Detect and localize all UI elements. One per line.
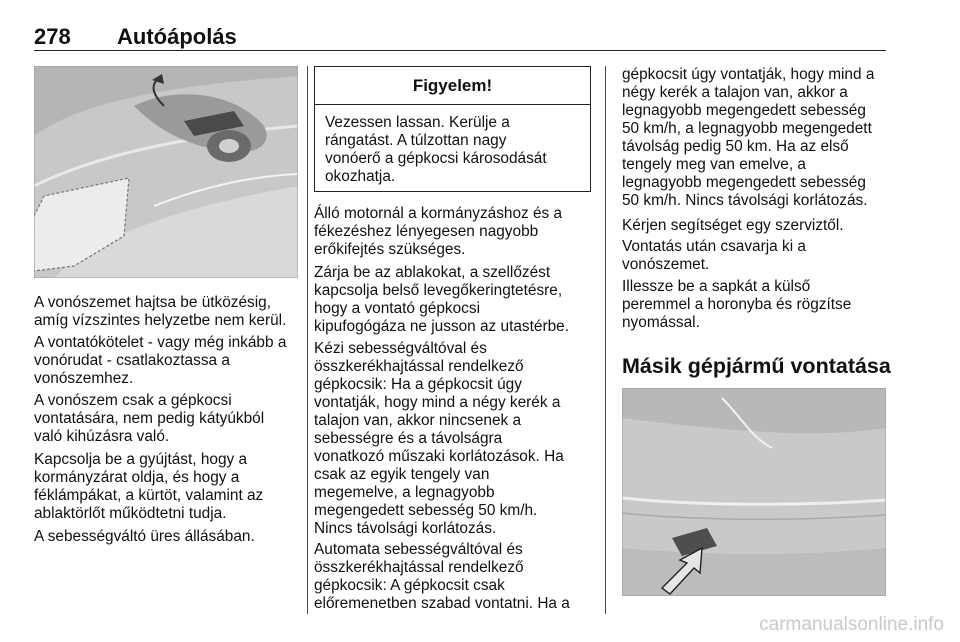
text-line: összkerékhajtással rendelkező — [314, 358, 524, 375]
text-line: gépkocsit úgy vontatják, hogy mind a — [622, 66, 875, 83]
text-line: kipufogógáza ne jusson az utastérbe. — [314, 318, 569, 335]
paragraph — [314, 205, 562, 259]
text-line: legnagyobb megengedett sebesség — [622, 102, 866, 119]
text-line: 50 km/h, a legnagyobb megengedett — [622, 120, 872, 137]
text-line: 50 km/h. Nincs távolsági korlátozás. — [622, 192, 868, 209]
text-line: vonószemet. — [622, 256, 710, 273]
warning-box — [314, 66, 591, 192]
text-line: megemelve, a legnagyobb — [314, 484, 495, 501]
text-line: nyomással. — [622, 314, 700, 331]
paragraph — [622, 278, 851, 332]
paragraph — [314, 340, 564, 538]
text-line: fékezéshez lényegesen nagyobb — [314, 223, 539, 240]
paragraph — [34, 334, 286, 388]
text-line: vonatkozó műszaki korlátozások. Ha — [314, 448, 564, 465]
text-line: vonórudat - csatlakoztassa a — [34, 352, 230, 369]
text-line: négy kerék a talajon van, akkor a — [622, 84, 848, 101]
rear-bumper-drawing — [622, 388, 886, 596]
text-line: A vontatókötelet - vagy még inkább a — [34, 334, 287, 351]
paragraph — [622, 66, 874, 210]
text-line: legnagyobb megengedett sebesség — [622, 174, 866, 191]
paragraph — [34, 451, 263, 523]
text-line: Kapcsolja be a gyújtást, hogy a — [34, 451, 248, 468]
text-line: megengedett sebesség 50 km/h. — [314, 502, 538, 519]
text-line: vonószemhez. — [34, 370, 134, 387]
text-line: A vonószem csak a gépkocsi — [34, 392, 232, 409]
text-line: vontatására, nem pedig kátyúkból — [34, 410, 265, 427]
text-line: csak az egyik tengely van — [314, 466, 490, 483]
text-line: sebességre és a távolságra — [314, 430, 503, 447]
text-line: távolság pedig 50 km. Ha az első — [622, 138, 849, 155]
text-line: Kérjen segítséget egy szerviztől. — [622, 217, 844, 234]
text-line: erőkifejtés szükséges. — [314, 241, 466, 258]
paragraph — [34, 392, 264, 446]
paragraph — [622, 238, 806, 274]
text-line: vonóerő a gépkocsi károsodását — [325, 150, 547, 167]
paragraph — [34, 294, 286, 330]
paragraph — [314, 264, 569, 336]
text-line: vontatják, hogy mind a négy kerék a — [314, 394, 561, 411]
text-line: Vezessen lassan. Kerülje a — [325, 114, 510, 131]
text-line: előremenetben szabad vontatni. Ha a — [314, 595, 570, 612]
text-line: Kézi sebességváltóval és — [314, 340, 487, 357]
text-line: féklámpákat, a kürtöt, valamint az — [34, 487, 264, 504]
text-line: A sebességváltó üres állásában. — [34, 528, 255, 545]
paragraph — [314, 541, 570, 613]
text-line: amíg vízszintes helyzetbe nem kerül. — [34, 312, 287, 329]
text-line: gépkocsik: Ha a gépkocsit úgy — [314, 376, 522, 393]
text-line: okozhatja. — [325, 168, 396, 185]
watermark: carmanualsonline.info — [759, 614, 944, 635]
page-title: Autóápolás — [117, 24, 237, 49]
warning-text — [325, 114, 547, 186]
column-divider-1 — [307, 66, 308, 614]
text-line: hogy a vontató gépkocsi — [314, 300, 480, 317]
rear-tow-cover-illustration — [622, 388, 886, 596]
paragraph — [34, 528, 255, 546]
text-line: való kihúzásra való. — [34, 428, 170, 445]
text-line: talajon van, akkor nincsenek a — [314, 412, 522, 429]
text-line: ablaktörlőt működtetni tudja. — [34, 505, 227, 522]
text-line: kapcsolja belső levegőkeringtetésre, — [314, 282, 563, 299]
section-heading: Másik gépjármű vontatása — [622, 354, 891, 378]
tow-eye-drawing — [34, 66, 298, 278]
text-line: Automata sebességváltóval és — [314, 541, 523, 558]
text-line: kormányzárat oldja, és hogy a — [34, 469, 240, 486]
tow-eye-illustration — [34, 66, 298, 278]
text-line: Álló motornál a kormányzáshoz és a — [314, 205, 563, 222]
text-line: rángatást. A túlzottan nagy — [325, 132, 507, 149]
paragraph — [622, 217, 844, 235]
text-line: A vonószemet hajtsa be ütközésig, — [34, 294, 271, 311]
text-line: gépkocsik: A gépkocsit csak — [314, 577, 505, 594]
text-line: Zárja be az ablakokat, a szellőzést — [314, 264, 551, 281]
column-divider-2 — [605, 66, 606, 614]
text-line: Nincs távolsági korlátozás. — [314, 520, 497, 537]
text-line: összkerékhajtással rendelkező — [314, 559, 524, 576]
text-line: Vontatás után csavarja ki a — [622, 238, 806, 255]
text-line: peremmel a horonyba és rögzítse — [622, 296, 852, 313]
page-number: 278 — [34, 24, 71, 49]
text-line: tengely meg van emelve, a — [622, 156, 806, 173]
page-header — [34, 20, 886, 51]
text-line: Illessze be a sapkát a külső — [622, 278, 811, 295]
warning-title: Figyelem! — [315, 67, 590, 105]
